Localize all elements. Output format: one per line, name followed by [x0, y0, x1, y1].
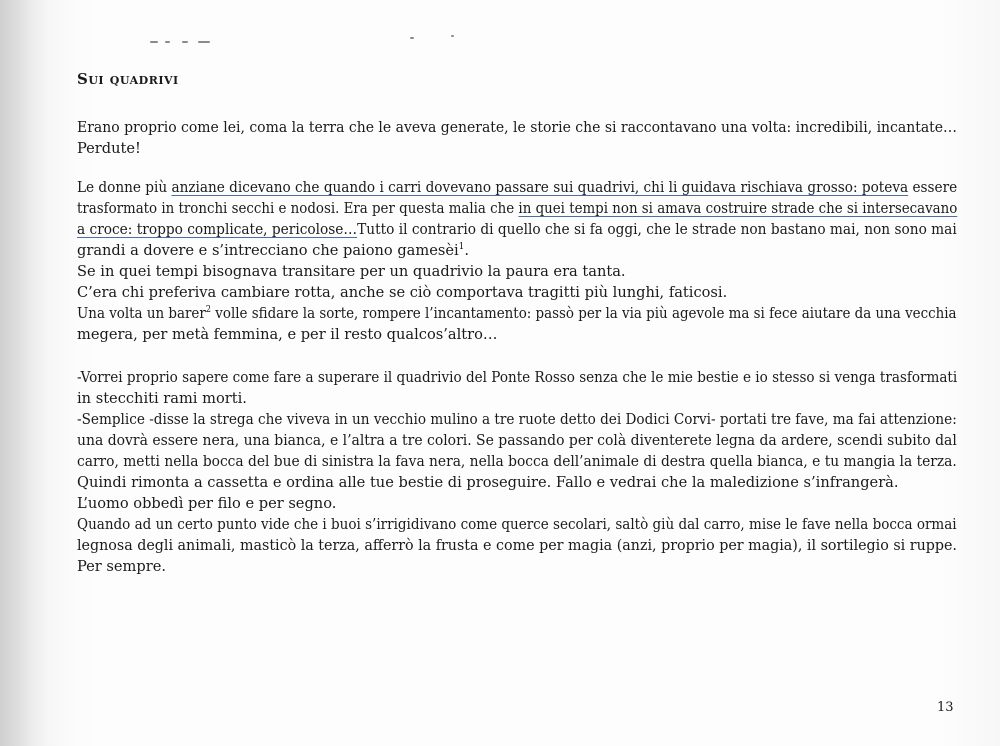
footnote-ref: 1: [458, 242, 465, 253]
text-run: .: [464, 242, 470, 259]
text-run: grandi a dovere e s’intrecciano che paiono gamesèi: [77, 242, 459, 259]
section-title: Sui quadrivi: [77, 70, 179, 88]
paragraph-line: megera, per metà femmina, e per il resto qualcos’altro…: [77, 326, 498, 343]
paragraph-line: [77, 219, 957, 240]
paragraph-line: in stecchiti rami morti.: [77, 390, 247, 407]
paragraph-line: [77, 177, 958, 198]
paragraph-line: Quando ad un certo punto vide che i buoi s’irrigidivano come querce secolari, saltò giù dal carro, mise le fave nella bocca ormai: [77, 516, 957, 533]
paragraph-line: carro, metti nella bocca del bue di sinistra la fava nera, nella bocca dell’animale di destra quella bianca, e tu mangia la terza.: [77, 453, 957, 470]
paragraph-line: legnosa degli animali, masticò la terza, afferrò la frusta e come per magia (anzi, proprio per magia), il sortilegio si ruppe.: [77, 537, 957, 554]
page-number: 13: [937, 700, 954, 715]
paragraph-1: [77, 117, 957, 159]
text-run: trasformato in tronchi secchi e nodosi. Era per questa malia che: [77, 200, 519, 217]
paragraph-line: -Semplice -disse la strega che viveva in un vecchio mulino a tre ruote detto dei Dodici Corvi- portati tre fave, ma fai attenzione:: [77, 411, 957, 428]
underlined-text: a croce: troppo complicate, pericolose…: [77, 221, 358, 238]
text-run: Tutto il contrario di quello che si fa oggi, che le strade non bastano mai, non sono mai: [357, 221, 957, 238]
paragraph-2: [77, 177, 957, 345]
text-run: Una volta un barer: [77, 305, 206, 322]
scan-mark: [150, 41, 158, 43]
footnote-ref: 2: [205, 305, 212, 316]
paragraph-line: [77, 240, 957, 261]
paragraph-line: Per sempre.: [77, 558, 166, 575]
text-run: volle sfidare la sorte, rompere l’incantamento: passò per la via più agevole ma si fece aiutare da una vecchia: [211, 305, 957, 322]
paragraph-line: una dovrà essere nera, una bianca, e l’altra a tre colori. Se passando per colà diventerete legna da ardere, scendi subito dal: [77, 432, 957, 449]
paragraph-line: Se in quei tempi bisognava transitare per un quadrivio la paura era tanta.: [77, 263, 626, 280]
scan-mark: [451, 35, 454, 37]
paragraph-line: Quindi rimonta a cassetta e ordina alle tue bestie di proseguire. Fallo e vedrai che la maledizione s’infrangerà.: [77, 474, 899, 491]
underlined-text: anziane dicevano che quando i carri dovevano passare sui quadrivi, chi li guidava rischiava grosso: poteva: [171, 179, 909, 196]
scan-mark: [410, 37, 414, 39]
scan-mark: [198, 41, 210, 43]
paragraph-line: [77, 198, 958, 219]
paragraph-line: [77, 303, 957, 324]
paragraph-line: L’uomo obbedì per filo e per segno.: [77, 495, 337, 512]
paragraph-3: [77, 367, 957, 577]
paragraph-line: Perdute!: [77, 140, 141, 157]
scan-mark: [182, 41, 188, 43]
paragraph-line: C’era chi preferiva cambiare rotta, anche se ciò comportava tragitti più lunghi, faticosi.: [77, 284, 728, 301]
scan-mark: [165, 41, 170, 43]
text-run: essere: [908, 179, 958, 196]
paragraph-line: Erano proprio come lei, coma la terra che le aveva generate, le storie che si raccontavano una volta: incredibili, incantate…: [77, 119, 958, 136]
underlined-text: in quei tempi non si amava costruire strade che si intersecavano: [518, 200, 958, 217]
text-run: Le donne più: [77, 179, 172, 196]
paragraph-line: -Vorrei proprio sapere come fare a superare il quadrivio del Ponte Rosso senza che le mie bestie e io stesso si venga trasformati: [77, 369, 958, 386]
